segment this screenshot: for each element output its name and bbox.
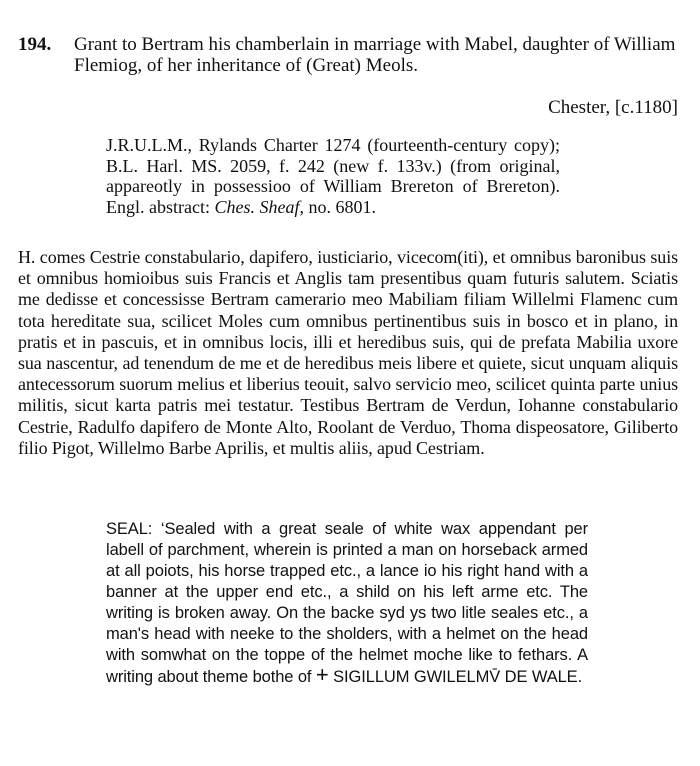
charter-latin-text: H. comes Cestrie constabulario, dapifero, iusticiario, vicecom(iti), et omnibus baronibus suis et omnibus homioibus suis Francis et Anglis tam presentibus quam futuris salutem. Sciatis me dedisse et concessisse Bertram camerario meo Mabiliam filiam Willelmi Flamenc cum tota hereditate sua, scilicet Moles cum omnibus pertinentibus suis in bosco et in plano, in pratis et in pascuis, et in omnibus locis, illi et heredibus suis, qui de prefata Mabilia uxore sua nascentur, ad tenendum de me et de heredibus meis libere et quiete, sicut unquam aliquis antecessorum suorum melius et liberius teouit, salvo servicio meo, scilicet quinta parte unius militis, sicut karta patris mei testatur. Testibus Bertram de Verdun, Iohanne constabulario Cestrie, Radulfo dapifero de Monte Alto, Roolant de Verduo, Thoma dispeosatore, Giliberto filio Pigot, Willelmo Barbe Aprilis, et multis aliis, apud Cestriam. — [18, 247, 678, 458]
cross-symbol: + — [315, 662, 329, 687]
source-italic-title: Ches. Sheaf — [214, 196, 300, 217]
source-citations — [106, 135, 560, 217]
seal-text: ‘Sealed with a great seale of white wax appendant per labell of parchment, wherein is printed a man on horseback armed at all poiots, his horse trapped etc., a lance io his right hand with a banner at the upper end etc., a shild on his left arme etc. The writing is broken away. On the backe syd ys two litle seales etc., a man's head with neeke to the sholders, with a helmet on the head with somwhat on the toppe of the helmet moche like to fethars. A writing about theme bothe of — [106, 520, 588, 686]
seal-legend: SIGILLUM GWILELMV̄ DE WALE. — [333, 668, 583, 686]
seal-label: SEAL: — [106, 520, 153, 538]
place-and-date: Chester, [c.1180] — [548, 97, 678, 118]
source-text-part-1: J.R.U.L.M., Rylands Charter 1274 (fourteenth-century copy); B.L. Harl. MS. 2059, f. 242 (new f. 133v.) (from original, appareotly in possessioo of William Brereton of Brereton). Engl. abstract: — [106, 135, 560, 217]
seal-description — [106, 519, 588, 688]
entry-title: Grant to Bertram his chamberlain in marriage with Mabel, daughter of William Flemiog, of her inheritance of (Great) Meols. — [74, 34, 676, 76]
entry-number: 194. — [18, 34, 52, 55]
source-text-part-2: , no. 6801. — [299, 196, 376, 217]
